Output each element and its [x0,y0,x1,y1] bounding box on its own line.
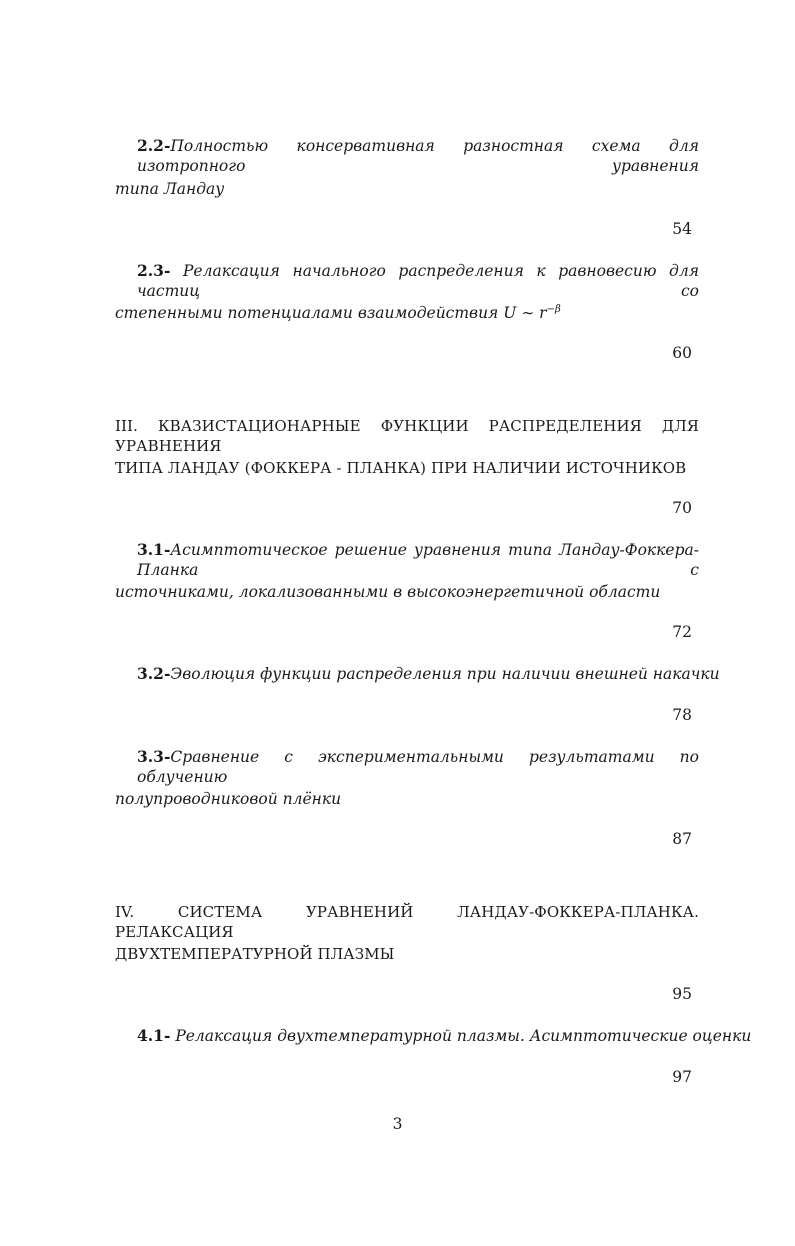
toc-entry-2-2-line2: типа Ландау [115,180,225,198]
page-number-3-3: 87 [672,830,692,848]
toc-entry-3-1-line2: источниками, локализованными в высокоэнергетичной области [115,583,661,601]
entry-title: Релаксация двухтемпературной плазмы. Асимптотические оценки [170,1027,752,1045]
entry-title: Релаксация начального распределения к равновесию для частиц со [137,262,699,300]
entry-title: степенными потенциалами взаимодействия [115,304,504,322]
toc-entry-2-3-line2 [115,303,699,323]
section-number: 2.3- [137,261,171,280]
entry-title: Сравнение с экспериментальными результатами по облучению [137,748,699,786]
entry-title: Асимптотическое решение уравнения типа Ландау-Фоккера-Планка с [137,541,699,579]
toc-entry-2-3-line1 [137,261,699,301]
page-number-4-1: 97 [672,1068,692,1086]
chapter-3-title-line2: ТИПА ЛАНДАУ (ФОККЕРА - ПЛАНКА) ПРИ НАЛИЧИИ ИСТОЧНИКОВ [115,459,687,477]
entry-title: Полностью консервативная разностная схема для изотропного уравнения [137,137,699,175]
page-number-3: 70 [672,499,692,517]
section-number: 3.1- [137,540,171,559]
entry-title: Эволюция функции распределения при наличии внешней накачки [170,665,720,683]
section-number: 4.1- [137,1026,171,1045]
math-exponent: −β [546,304,561,315]
page-number-3-1: 72 [672,623,692,641]
math-formula: U ∼ r [503,304,547,322]
page-number-2-3: 60 [672,344,692,362]
toc-entry-3-3-line2: полупроводниковой плёнки [115,790,342,808]
toc-entry-4-1-line1 [137,1026,752,1046]
toc-entry-3-1-line1 [137,540,699,580]
section-number: 2.2- [137,136,171,155]
chapter-4-title-line2: ДВУХТЕМПЕРАТУРНОЙ ПЛАЗМЫ [115,945,395,963]
page-number-3-2: 78 [672,706,692,724]
chapter-4-title-line1: IV. СИСТЕМА УРАВНЕНИЙ ЛАНДАУ-ФОККЕРА-ПЛАНКА. РЕЛАКСАЦИЯ [115,903,699,941]
section-number: 3.2- [137,664,171,683]
chapter-3-title-line1: III. КВАЗИСТАЦИОНАРНЫЕ ФУНКЦИИ РАСПРЕДЕЛЕНИЯ ДЛЯ УРАВНЕНИЯ [115,417,699,455]
page-folio: 3 [392,1115,403,1133]
toc-entry-2-2-line1 [137,136,699,176]
toc-entry-3-3-line1 [137,747,699,787]
section-number: 3.3- [137,747,171,766]
page-number-4: 95 [672,985,692,1003]
toc-entry-3-2-line1 [137,664,720,684]
page-number-2-2: 54 [672,220,692,238]
